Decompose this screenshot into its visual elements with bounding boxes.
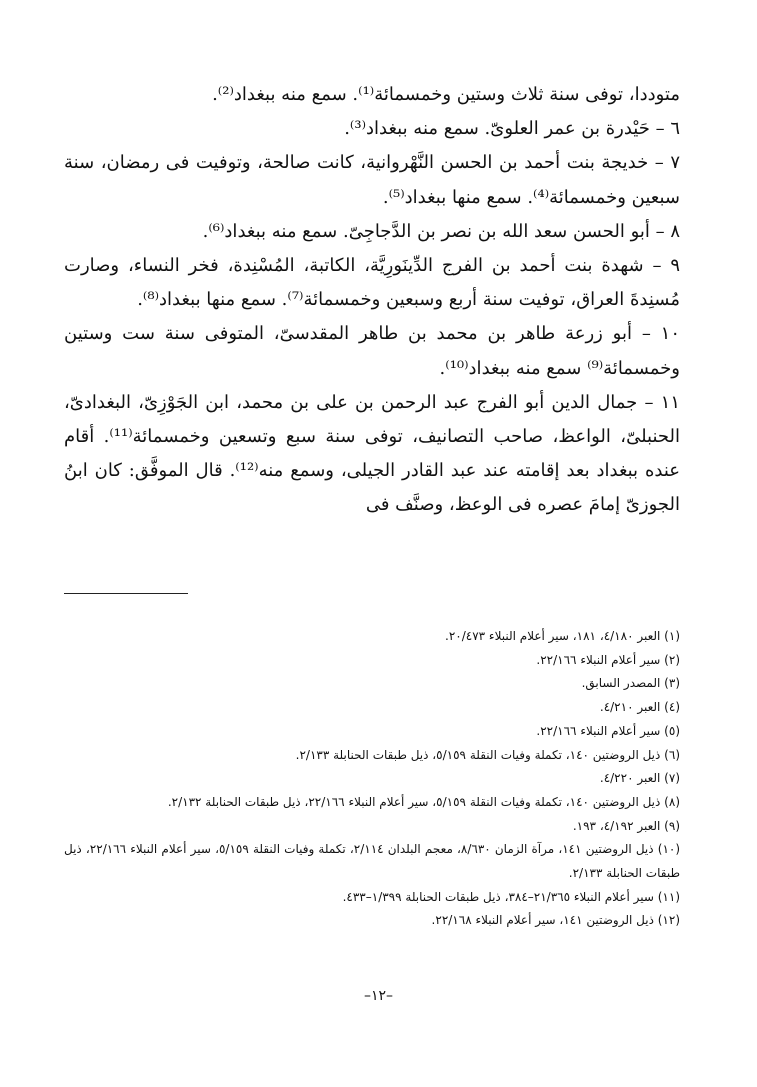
entry-number: ٩ <box>670 255 680 277</box>
entry-text: متوددا، توفى سنة ثلاث وستين وخمسمائة⁽¹⁾. سمع منه ببغداد⁽²⁾. <box>212 84 680 105</box>
entry-number: ٦ <box>670 118 680 140</box>
entry-number: ١١ <box>660 391 680 413</box>
entry-text: خديجة بنت أحمد بن الحسن النَّهْروانية، كانت صالحة، وتوفيت فى رمضان، سنة سبعين وخمسمائة⁽⁴⁾. سمع منها ببغداد⁽⁵⁾. <box>64 152 680 208</box>
footnote-7: (٧) العبر ٤/٢٢٠. <box>599 771 680 786</box>
footnote-11: (١١) سير أعلام النبلاء ٢١/٣٦٥–٣٨٤، ذيل طبقات الحنابلة ١/٣٩٩–٤٣٣. <box>342 889 680 904</box>
footnote-4: (٤) العبر ٤/٢١٠. <box>599 700 680 715</box>
entry-number: ٨ <box>670 220 680 242</box>
footnotes <box>64 625 680 933</box>
entry-text: أبو زرعة طاهر بن محمد بن طاهر المقدسىّ، المتوفى سنة ست وستين وخمسمائة⁽⁹⁾ سمع منه ببغداد⁽¹⁰⁾. <box>64 323 680 379</box>
footnote-1: (١) العبر ٤/١٨٠، ١٨١، سير أعلام النبلاء ٢٠/٤٧٣. <box>445 629 680 643</box>
entry-11 <box>64 386 680 523</box>
entry-dash: – <box>637 391 661 413</box>
entry-8 <box>64 215 680 249</box>
footnote-10: (١٠) ذيل الروضتين ١٤١، مرآة الزمان ٨/٦٣٠، معجم البلدان ٢/١١٤، تكملة وفيات النقلة ٥/١٥٩، سير أعلام النبلاء ٢٢/١٦٦، ذيل طبقات الحنابلة ٢/١٣٣. <box>64 842 681 881</box>
entry-dash: – <box>643 255 671 277</box>
footnote-6: (٦) ذيل الروضتين ١٤٠، تكملة وفيات النقلة ٥/١٥٩، ذيل طبقات الحنابلة ٢/١٣٣. <box>295 747 680 762</box>
entry-10 <box>64 317 680 385</box>
footnote-5: (٥) سير أعلام النبلاء ٢٢/١٦٦. <box>536 723 680 738</box>
footnote-3: (٣) المصدر السابق. <box>581 676 680 691</box>
entry-dash: – <box>649 118 671 140</box>
entry-text: حَيْدرة بن عمر العلوىّ. سمع منه ببغداد⁽³⁾. <box>344 118 650 140</box>
entry-6 <box>64 112 680 146</box>
footnote-8: (٨) ذيل الروضتين ١٤٠، تكملة وفيات النقلة ٥/١٥٩، سير أعلام النبلاء ٢٢/١٦٦، ذيل طبقات الحنابلة ٢/١٣٢. <box>167 794 680 809</box>
entry-7 <box>64 146 680 214</box>
footnote-2: (٢) سير أعلام النبلاء ٢٢/١٦٦. <box>536 652 680 667</box>
entry-text: جمال الدين أبو الفرج عبد الرحمن بن على بن محمد، ابن الجَوْزِىّ، البغدادىّ، الحنبلىّ، الواعظ، صاحب التصانيف، توفى سنة سبع وتسعين وخمسمائة⁽¹¹⁾. أقام عنده ببغداد بعد إقامته عند عبد القادر الجيلى، وسمع منه⁽¹²⁾. قال الموفَّق: كان ابنُ الجوزىّ إمامَ عصره فى الوعظ، وصنَّف فى <box>64 391 681 516</box>
main-text <box>64 78 680 523</box>
entry-number: ٧ <box>670 152 681 174</box>
entry-9 <box>64 249 680 317</box>
entry-dash: – <box>632 323 661 345</box>
page-number: –١٢– <box>363 988 394 1004</box>
entry-dash: – <box>648 152 671 174</box>
entry-dash: – <box>649 220 671 242</box>
footnote-separator <box>64 593 188 594</box>
entry-number: ١٠ <box>660 323 680 345</box>
entry-continuation <box>64 78 680 112</box>
footnote-12: (١٢) ذيل الروضتين ١٤١، سير أعلام النبلاء ٢٢/١٦٨. <box>431 913 680 928</box>
footnote-9: (٩) العبر ٤/١٩٢، ١٩٣. <box>572 818 680 833</box>
entry-text: شهدة بنت أحمد بن الفرج الدِّينَورِيَّة، الكاتبة، المُسْنِدة، فخر النساء، وصارت مُسنِدةَ العراق، توفيت سنة أربع وسبعين وخمسمائة⁽⁷⁾. سمع منها ببغداد⁽⁸⁾. <box>64 255 680 311</box>
entry-text: أبو الحسن سعد الله بن نصر بن الدَّجاجِىّ. سمع منه ببغداد⁽⁶⁾. <box>202 220 650 242</box>
